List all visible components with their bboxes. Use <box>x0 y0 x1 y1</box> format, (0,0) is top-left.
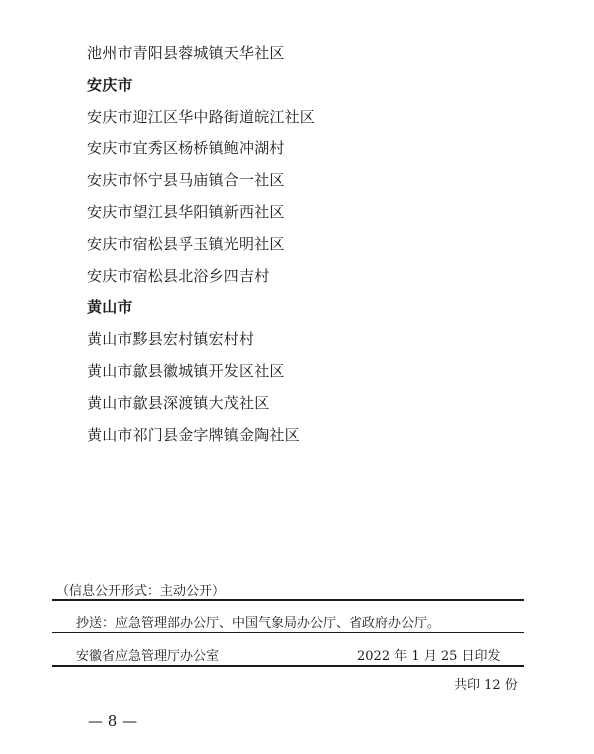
list-item: 安庆市迎江区华中路街道皖江社区 <box>87 107 316 126</box>
cc-line: 抄送：应急管理部办公厅、中国气象局办公厅、省政府办公厅。 <box>76 616 441 631</box>
issuing-office: 安徽省应急管理厅办公室 <box>76 649 220 664</box>
copies-count: 共印 12 份 <box>454 678 518 693</box>
footer-rule-top <box>52 599 524 601</box>
page-number: — 8 — <box>88 712 138 730</box>
disclosure-note: （信息公开形式：主动公开） <box>56 584 226 599</box>
list-item: 安庆市怀宁县马庙镇合一社区 <box>87 171 285 190</box>
list-item: 安庆市宿松县孚玉镇光明社区 <box>87 234 285 253</box>
list-item: 黄山市黟县宏村镇宏村村 <box>87 330 255 349</box>
list-item: 安庆市望江县华阳镇新西社区 <box>87 202 285 221</box>
city-heading: 黄山市 <box>87 298 133 317</box>
print-date: 2022 年 1 月 25 日印发 <box>357 649 501 664</box>
organization-list <box>87 38 547 451</box>
city-heading: 安庆市 <box>87 75 133 94</box>
list-item: 安庆市宜秀区杨桥镇鲍冲湖村 <box>87 139 285 158</box>
list-item: 安庆市宿松县北浴乡四吉村 <box>87 266 270 285</box>
list-item: 池州市青阳县蓉城镇天华社区 <box>87 44 285 62</box>
list-item: 黄山市祁门县金字牌镇金陶社区 <box>87 425 300 444</box>
footer-rule-middle <box>52 632 524 633</box>
footer-rule-bottom <box>52 665 524 667</box>
list-item: 黄山市歙县深渡镇大茂社区 <box>87 393 270 412</box>
list-item: 黄山市歙县徽城镇开发区社区 <box>87 361 285 380</box>
